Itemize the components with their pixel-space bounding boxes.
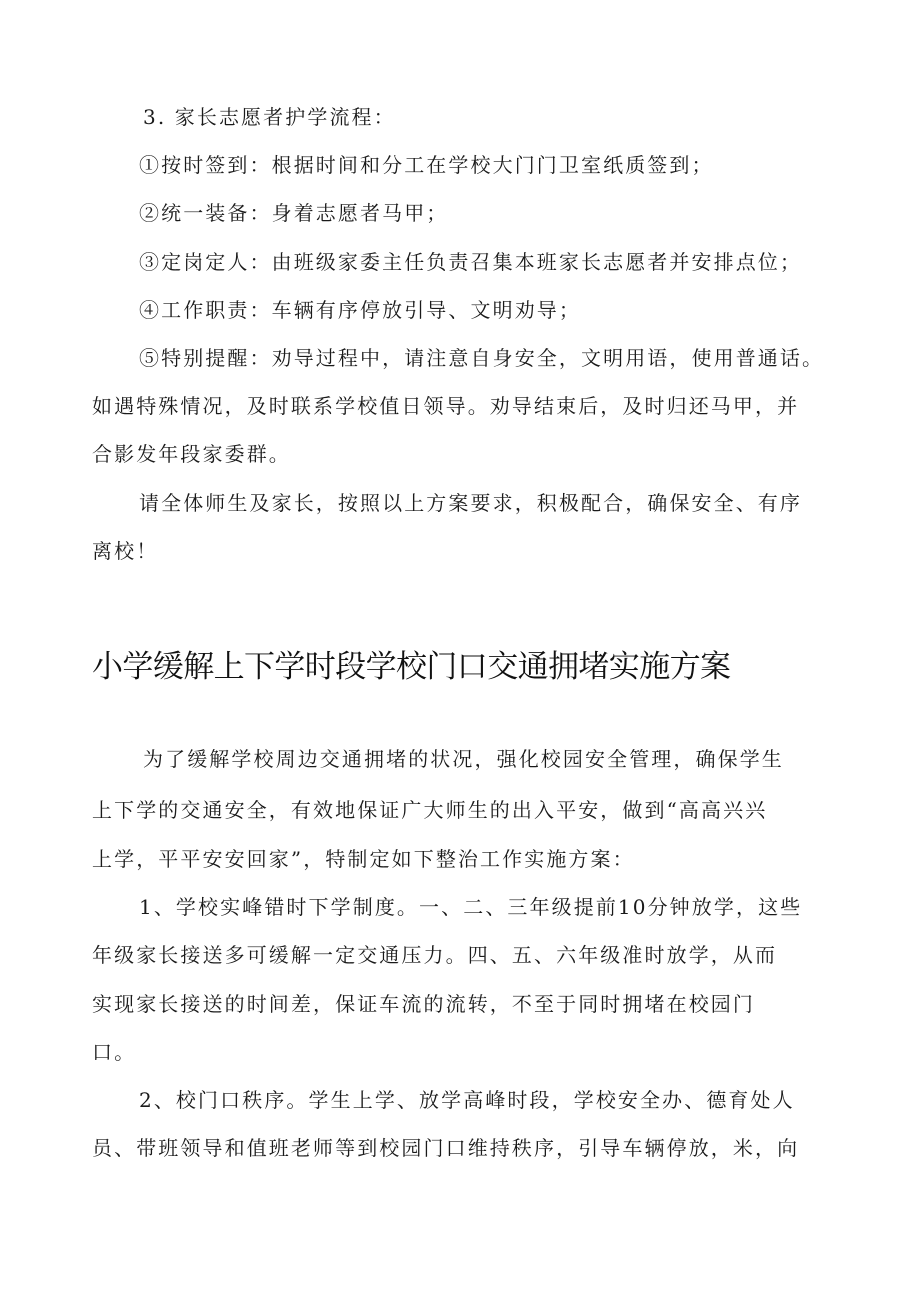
paragraph-line: 上下学的交通安全，有效地保证广大师生的出入平安，做到“高高兴兴: [92, 798, 768, 822]
paragraph-line: ①按时签到：根据时间和分工在学校大门门卫室纸质签到；: [139, 153, 714, 177]
paragraph-line: ②统一装备：身着志愿者马甲；: [139, 201, 449, 225]
paragraph-line: 合影发年段家委群。: [92, 442, 291, 466]
paragraph-line: 为了缓解学校周边交通拥堵的状况，强化校园安全管理，确保学生: [143, 747, 784, 771]
paragraph-line: 年级家长接送多可缓解一定交通压力。四、五、六年级准时放学，从而: [92, 943, 778, 967]
paragraph-line: 离校！: [92, 539, 159, 563]
paragraph-line: 口。: [92, 1040, 137, 1064]
paragraph-line: ④工作职责：车辆有序停放引导、文明劝导；: [139, 298, 581, 322]
paragraph-line: ③定岗定人：由班级家委主任负责召集本班家长志愿者并安排点位；: [139, 250, 802, 274]
document-title: 小学缓解上下学时段学校门口交通拥堵实施方案: [92, 649, 731, 685]
paragraph-line: 实现家长接送的时间差，保证车流的流转，不至于同时拥堵在校园门: [92, 992, 755, 1016]
paragraph-line: 2、校门口秩序。学生上学、放学高峰时段，学校安全办、德育处人: [139, 1088, 795, 1112]
paragraph-line: 员、带班领导和值班老师等到校园门口维持秩序，引导车辆停放，米，向: [92, 1136, 800, 1160]
paragraph-line: 如遇特殊情况，及时联系学校值日领导。劝导结束后，及时归还马甲，并: [92, 394, 800, 418]
paragraph-line: 3. 家长志愿者护学流程：: [143, 105, 396, 129]
paragraph-line: 上学，平平安安回家”，特制定如下整治工作实施方案：: [92, 847, 635, 871]
paragraph-line: ⑤特别提醒：劝导过程中，请注意自身安全，文明用语，使用普通话。: [139, 346, 825, 370]
paragraph-line: 请全体师生及家长，按照以上方案要求，积极配合，确保安全、有序: [139, 491, 802, 515]
paragraph-line: 1、学校实峰错时下学制度。一、二、三年级提前10分钟放学，这些: [139, 895, 803, 919]
